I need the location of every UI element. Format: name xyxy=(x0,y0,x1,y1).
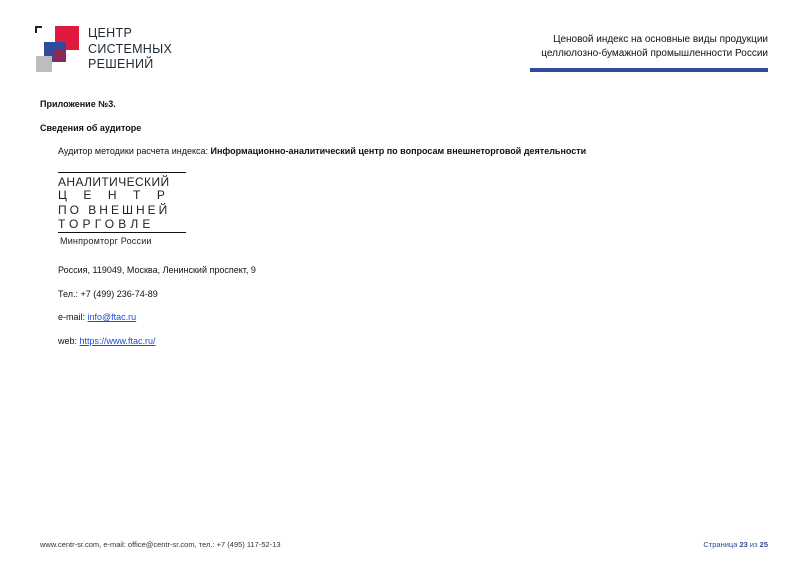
company-logo-mark xyxy=(35,26,85,74)
web-link[interactable]: https://www.ftac.ru/ xyxy=(79,336,156,346)
auditor-logo-line-3: ПО ВНЕШНЕЙ xyxy=(58,203,171,217)
company-logo xyxy=(35,26,185,76)
auditor-prefix: Аудитор методики расчета индекса: xyxy=(58,146,211,156)
appendix-title: Приложение №3. xyxy=(40,99,116,109)
auditor-web-line xyxy=(58,336,156,346)
page-current: 23 xyxy=(739,540,748,549)
auditor-logo-line-1: АНАЛИТИЧЕСКИЙ xyxy=(58,175,170,189)
section-title: Сведения об аудиторе xyxy=(40,123,142,133)
auditor-logo-line-2: ЦЕНТР xyxy=(58,188,182,202)
footer-contacts: www.centr-sr.com, e-mail: office@centr-sr.com, тел.: +7 (495) 117-52-13 xyxy=(40,540,281,549)
page-of: из xyxy=(749,540,758,549)
company-logo-text xyxy=(88,26,172,73)
header-rule xyxy=(530,68,768,72)
auditor-logo-sub: Минпромторг России xyxy=(60,236,152,246)
email-link[interactable]: info@ftac.ru xyxy=(87,312,137,322)
logo-line-3: РЕШЕНИЙ xyxy=(88,57,154,71)
page-total: 25 xyxy=(759,540,768,549)
web-label: web: xyxy=(58,336,80,346)
auditor-line xyxy=(58,146,586,156)
logo-line-1: ЦЕНТР xyxy=(88,26,133,40)
document-title-line-2: целлюлозно-бумажной промышленности России xyxy=(541,48,768,59)
auditor-logo-line-4: ТОРГОВЛЕ xyxy=(58,217,155,231)
page-label: Страница xyxy=(703,540,738,549)
auditor-logo-bottom-rule xyxy=(58,232,186,233)
auditor-logo xyxy=(58,170,190,250)
auditor-email-line xyxy=(58,312,136,322)
auditor-phone: Тел.: +7 (499) 236-74-89 xyxy=(58,289,158,299)
page-number xyxy=(703,540,768,549)
email-label: e-mail: xyxy=(58,312,88,322)
document-title xyxy=(478,33,768,61)
document-title-line-1: Ценовой индекс на основные виды продукции xyxy=(553,34,768,45)
auditor-address: Россия, 119049, Москва, Ленинский проспект, 9 xyxy=(58,265,256,275)
auditor-name: Информационно-аналитический центр по вопросам внешнеторговой деятельности xyxy=(210,146,587,156)
auditor-logo-top-rule xyxy=(58,172,186,173)
logo-line-2: СИСТЕМНЫХ xyxy=(88,41,173,56)
